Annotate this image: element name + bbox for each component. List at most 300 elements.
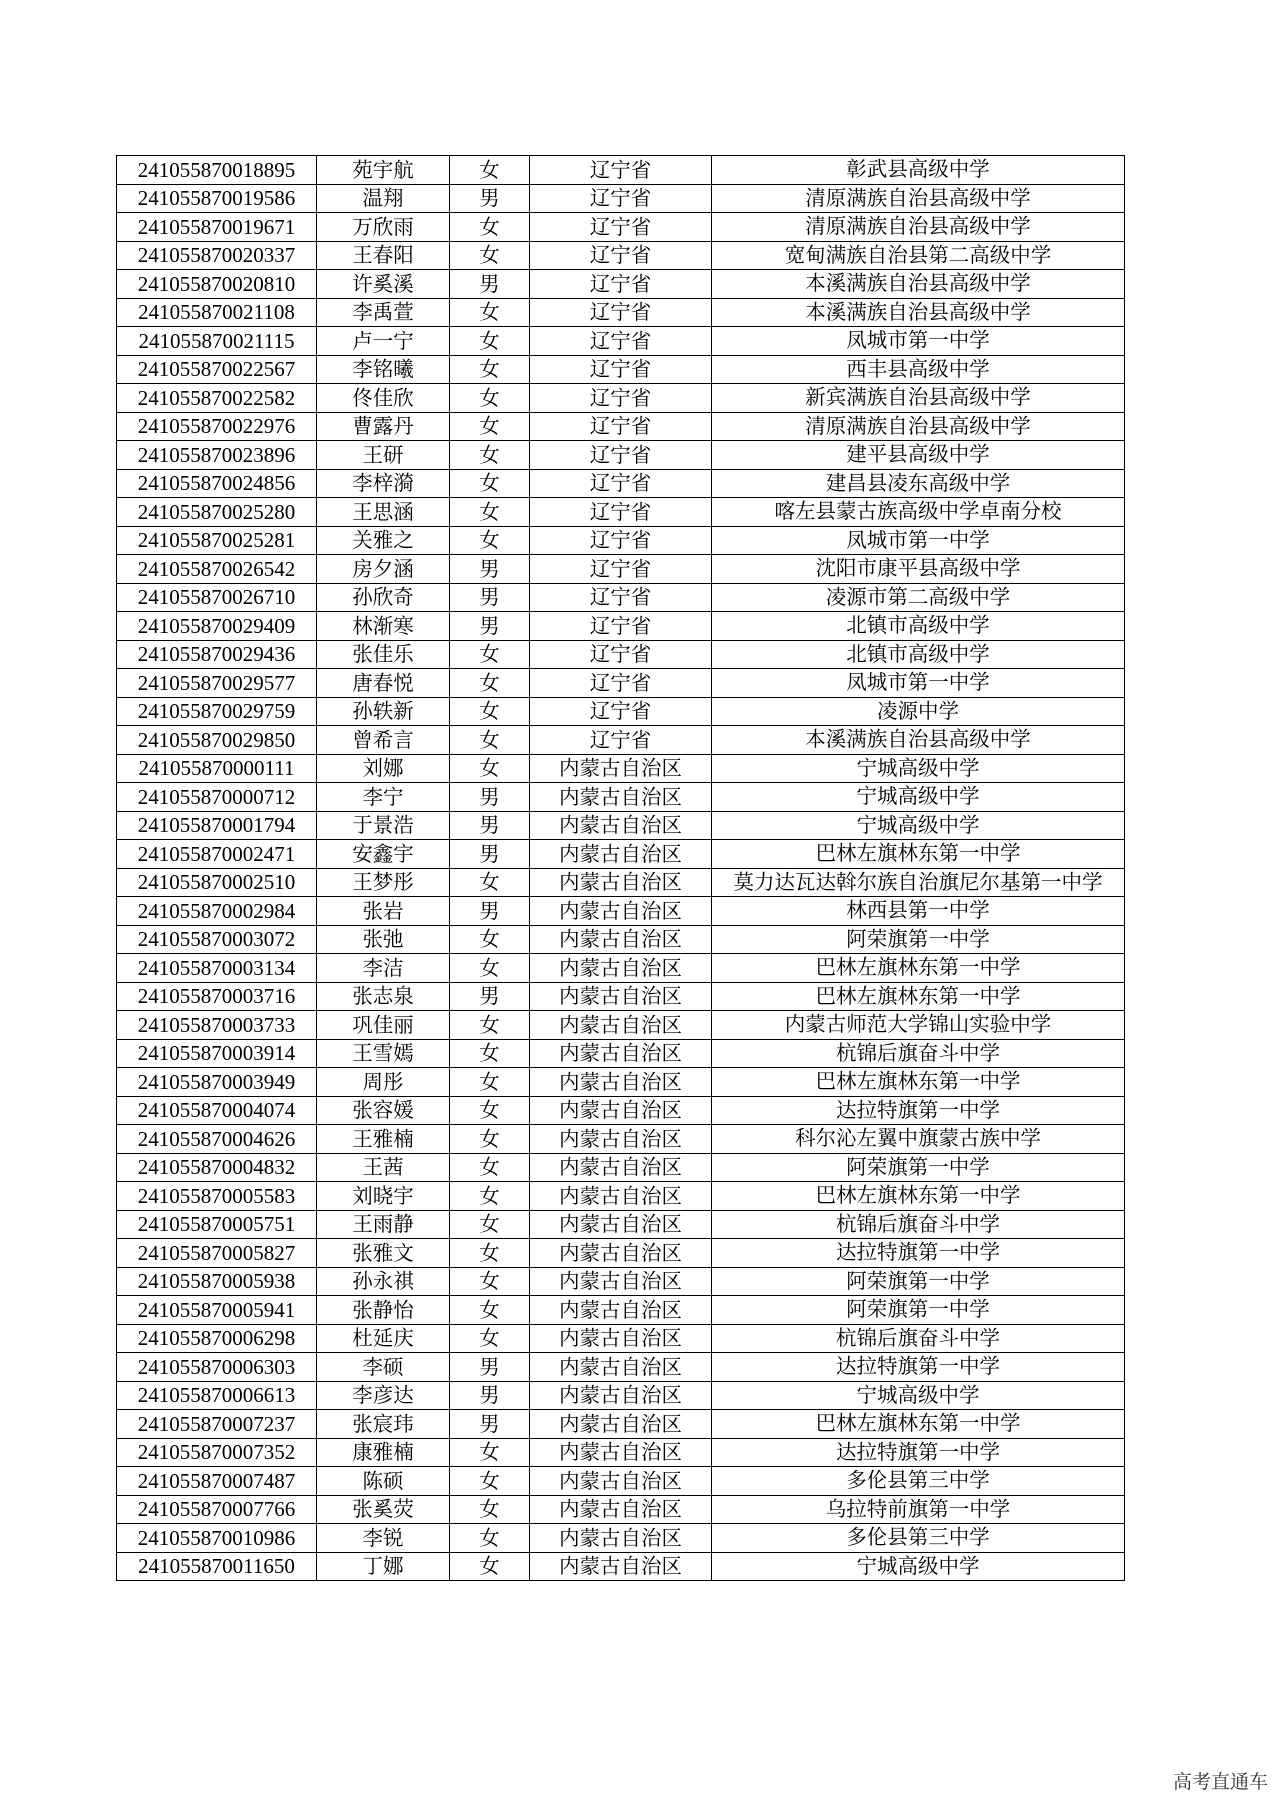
table-row (117, 669, 1125, 698)
name-cell: 李洁 (317, 954, 450, 983)
candidate-id-cell: 241055870006298 (117, 1324, 317, 1353)
name-cell: 孙永祺 (317, 1267, 450, 1296)
table-row (117, 612, 1125, 641)
school-cell: 杭锦后旗奋斗中学 (712, 1324, 1125, 1353)
province-cell: 内蒙古自治区 (530, 1267, 712, 1296)
province-cell: 内蒙古自治区 (530, 1096, 712, 1125)
name-cell: 温翔 (317, 184, 450, 213)
table-row (117, 1210, 1125, 1239)
table-row (117, 412, 1125, 441)
candidate-id-cell: 241055870019671 (117, 213, 317, 242)
candidate-id-cell: 241055870007237 (117, 1410, 317, 1439)
name-cell: 张岩 (317, 897, 450, 926)
school-cell: 清原满族自治县高级中学 (712, 412, 1125, 441)
table-row (117, 1324, 1125, 1353)
school-cell: 宁城高级中学 (712, 783, 1125, 812)
gender-cell: 女 (450, 726, 530, 755)
province-cell: 辽宁省 (530, 726, 712, 755)
province-cell: 内蒙古自治区 (530, 1011, 712, 1040)
school-cell: 北镇市高级中学 (712, 612, 1125, 641)
candidate-id-cell: 241055870005583 (117, 1182, 317, 1211)
school-cell: 巴林左旗林东第一中学 (712, 840, 1125, 869)
school-cell: 科尔沁左翼中旗蒙古族中学 (712, 1125, 1125, 1154)
candidate-id-cell: 241055870025281 (117, 526, 317, 555)
table-row (117, 1410, 1125, 1439)
candidate-id-cell: 241055870003949 (117, 1068, 317, 1097)
province-cell: 辽宁省 (530, 327, 712, 356)
name-cell: 张雅文 (317, 1239, 450, 1268)
gender-cell: 女 (450, 1011, 530, 1040)
name-cell: 康雅楠 (317, 1438, 450, 1467)
province-cell: 辽宁省 (530, 555, 712, 584)
candidate-id-cell: 241055870026542 (117, 555, 317, 584)
province-cell: 辽宁省 (530, 498, 712, 527)
table-row (117, 1438, 1125, 1467)
table-row (117, 697, 1125, 726)
candidate-id-cell: 241055870002510 (117, 868, 317, 897)
name-cell: 关雅之 (317, 526, 450, 555)
table-row (117, 1039, 1125, 1068)
candidate-id-cell: 241055870007352 (117, 1438, 317, 1467)
candidate-id-cell: 241055870026710 (117, 583, 317, 612)
name-cell: 李梓漪 (317, 469, 450, 498)
province-cell: 辽宁省 (530, 355, 712, 384)
gender-cell: 女 (450, 498, 530, 527)
table-row (117, 1267, 1125, 1296)
gender-cell: 男 (450, 840, 530, 869)
name-cell: 杜延庆 (317, 1324, 450, 1353)
province-cell: 内蒙古自治区 (530, 1125, 712, 1154)
table-row (117, 327, 1125, 356)
province-cell: 辽宁省 (530, 156, 712, 185)
school-cell: 林西县第一中学 (712, 897, 1125, 926)
province-cell: 内蒙古自治区 (530, 1467, 712, 1496)
gender-cell: 男 (450, 184, 530, 213)
school-cell: 达拉特旗第一中学 (712, 1438, 1125, 1467)
table-row (117, 1125, 1125, 1154)
candidate-id-cell: 241055870018895 (117, 156, 317, 185)
candidate-id-cell: 241055870021115 (117, 327, 317, 356)
province-cell: 辽宁省 (530, 669, 712, 698)
candidate-id-cell: 241055870005938 (117, 1267, 317, 1296)
table-row (117, 1381, 1125, 1410)
table-row (117, 897, 1125, 926)
table-row (117, 954, 1125, 983)
gender-cell: 男 (450, 270, 530, 299)
table-row (117, 298, 1125, 327)
name-cell: 李禹萱 (317, 298, 450, 327)
candidate-id-cell: 241055870000111 (117, 754, 317, 783)
gender-cell: 女 (450, 1125, 530, 1154)
table-row (117, 1495, 1125, 1524)
candidate-id-cell: 241055870025280 (117, 498, 317, 527)
name-cell: 周彤 (317, 1068, 450, 1097)
candidate-id-cell: 241055870004626 (117, 1125, 317, 1154)
school-cell: 多伦县第三中学 (712, 1524, 1125, 1553)
school-cell: 阿荣旗第一中学 (712, 925, 1125, 954)
province-cell: 内蒙古自治区 (530, 1381, 712, 1410)
name-cell: 巩佳丽 (317, 1011, 450, 1040)
province-cell: 内蒙古自治区 (530, 1239, 712, 1268)
school-cell: 巴林左旗林东第一中学 (712, 1068, 1125, 1097)
name-cell: 王雨静 (317, 1210, 450, 1239)
school-cell: 宁城高级中学 (712, 1552, 1125, 1581)
province-cell: 内蒙古自治区 (530, 1296, 712, 1325)
province-cell: 辽宁省 (530, 270, 712, 299)
gender-cell: 女 (450, 412, 530, 441)
gender-cell: 女 (450, 213, 530, 242)
school-cell: 乌拉特前旗第一中学 (712, 1495, 1125, 1524)
table-row (117, 384, 1125, 413)
candidate-id-cell: 241055870010986 (117, 1524, 317, 1553)
gender-cell: 男 (450, 811, 530, 840)
school-cell: 本溪满族自治县高级中学 (712, 270, 1125, 299)
school-cell: 喀左县蒙古族高级中学卓南分校 (712, 498, 1125, 527)
candidate-id-cell: 241055870021108 (117, 298, 317, 327)
province-cell: 内蒙古自治区 (530, 840, 712, 869)
gender-cell: 女 (450, 669, 530, 698)
table-row (117, 213, 1125, 242)
name-cell: 张弛 (317, 925, 450, 954)
gender-cell: 女 (450, 298, 530, 327)
candidate-id-cell: 241055870024856 (117, 469, 317, 498)
name-cell: 刘娜 (317, 754, 450, 783)
name-cell: 曹露丹 (317, 412, 450, 441)
candidate-id-cell: 241055870011650 (117, 1552, 317, 1581)
province-cell: 内蒙古自治区 (530, 1210, 712, 1239)
province-cell: 辽宁省 (530, 612, 712, 641)
school-cell: 清原满族自治县高级中学 (712, 184, 1125, 213)
table-row (117, 1239, 1125, 1268)
name-cell: 王梦彤 (317, 868, 450, 897)
province-cell: 内蒙古自治区 (530, 954, 712, 983)
name-cell: 房夕涵 (317, 555, 450, 584)
name-cell: 王茜 (317, 1153, 450, 1182)
province-cell: 辽宁省 (530, 583, 712, 612)
gender-cell: 女 (450, 355, 530, 384)
table-row (117, 583, 1125, 612)
table-row (117, 156, 1125, 185)
table-row (117, 726, 1125, 755)
gender-cell: 女 (450, 1324, 530, 1353)
table-row (117, 1524, 1125, 1553)
table-row (117, 868, 1125, 897)
gender-cell: 女 (450, 469, 530, 498)
name-cell: 王雪嫣 (317, 1039, 450, 1068)
name-cell: 苑宇航 (317, 156, 450, 185)
province-cell: 内蒙古自治区 (530, 1353, 712, 1382)
candidate-id-cell: 241055870002471 (117, 840, 317, 869)
school-cell: 西丰县高级中学 (712, 355, 1125, 384)
gender-cell: 女 (450, 156, 530, 185)
gender-cell: 男 (450, 555, 530, 584)
gender-cell: 女 (450, 754, 530, 783)
name-cell: 孙欣奇 (317, 583, 450, 612)
school-cell: 巴林左旗林东第一中学 (712, 982, 1125, 1011)
candidate-id-cell: 241055870006613 (117, 1381, 317, 1410)
gender-cell: 女 (450, 1524, 530, 1553)
province-cell: 内蒙古自治区 (530, 1153, 712, 1182)
candidate-id-cell: 241055870004832 (117, 1153, 317, 1182)
province-cell: 内蒙古自治区 (530, 1495, 712, 1524)
gender-cell: 女 (450, 327, 530, 356)
candidate-id-cell: 241055870020810 (117, 270, 317, 299)
table-row (117, 1353, 1125, 1382)
candidate-id-cell: 241055870003914 (117, 1039, 317, 1068)
name-cell: 王研 (317, 441, 450, 470)
name-cell: 丁娜 (317, 1552, 450, 1581)
gender-cell: 女 (450, 925, 530, 954)
table-row (117, 1552, 1125, 1581)
table-row (117, 1182, 1125, 1211)
school-cell: 宁城高级中学 (712, 754, 1125, 783)
province-cell: 内蒙古自治区 (530, 811, 712, 840)
roster-body (117, 156, 1125, 1581)
school-cell: 新宾满族自治县高级中学 (712, 384, 1125, 413)
name-cell: 陈硕 (317, 1467, 450, 1496)
gender-cell: 女 (450, 1182, 530, 1211)
gender-cell: 女 (450, 868, 530, 897)
candidate-id-cell: 241055870023896 (117, 441, 317, 470)
province-cell: 内蒙古自治区 (530, 868, 712, 897)
candidate-id-cell: 241055870022567 (117, 355, 317, 384)
province-cell: 内蒙古自治区 (530, 925, 712, 954)
candidate-id-cell: 241055870005827 (117, 1239, 317, 1268)
province-cell: 内蒙古自治区 (530, 1324, 712, 1353)
school-cell: 达拉特旗第一中学 (712, 1353, 1125, 1382)
school-cell: 巴林左旗林东第一中学 (712, 1182, 1125, 1211)
province-cell: 辽宁省 (530, 184, 712, 213)
school-cell: 凤城市第一中学 (712, 669, 1125, 698)
school-cell: 巴林左旗林东第一中学 (712, 1410, 1125, 1439)
school-cell: 清原满族自治县高级中学 (712, 213, 1125, 242)
school-cell: 巴林左旗林东第一中学 (712, 954, 1125, 983)
name-cell: 李铭曦 (317, 355, 450, 384)
table-row (117, 1296, 1125, 1325)
candidate-id-cell: 241055870007766 (117, 1495, 317, 1524)
gender-cell: 女 (450, 1039, 530, 1068)
table-row (117, 469, 1125, 498)
gender-cell: 男 (450, 612, 530, 641)
province-cell: 内蒙古自治区 (530, 783, 712, 812)
name-cell: 李彦达 (317, 1381, 450, 1410)
table-row (117, 640, 1125, 669)
province-cell: 辽宁省 (530, 241, 712, 270)
school-cell: 达拉特旗第一中学 (712, 1096, 1125, 1125)
province-cell: 辽宁省 (530, 697, 712, 726)
province-cell: 内蒙古自治区 (530, 1524, 712, 1553)
gender-cell: 女 (450, 1495, 530, 1524)
name-cell: 张志泉 (317, 982, 450, 1011)
gender-cell: 女 (450, 241, 530, 270)
school-cell: 内蒙古师范大学锦山实验中学 (712, 1011, 1125, 1040)
school-cell: 凤城市第一中学 (712, 526, 1125, 555)
table-row (117, 1068, 1125, 1097)
candidate-id-cell: 241055870004074 (117, 1096, 317, 1125)
school-cell: 北镇市高级中学 (712, 640, 1125, 669)
name-cell: 唐春悦 (317, 669, 450, 698)
candidate-id-cell: 241055870005941 (117, 1296, 317, 1325)
name-cell: 于景浩 (317, 811, 450, 840)
school-cell: 本溪满族自治县高级中学 (712, 298, 1125, 327)
school-cell: 阿荣旗第一中学 (712, 1296, 1125, 1325)
name-cell: 张佳乐 (317, 640, 450, 669)
school-cell: 凌源中学 (712, 697, 1125, 726)
gender-cell: 女 (450, 697, 530, 726)
province-cell: 辽宁省 (530, 526, 712, 555)
province-cell: 辽宁省 (530, 640, 712, 669)
school-cell: 宁城高级中学 (712, 1381, 1125, 1410)
province-cell: 辽宁省 (530, 384, 712, 413)
gender-cell: 男 (450, 982, 530, 1011)
gender-cell: 女 (450, 526, 530, 555)
candidate-id-cell: 241055870003733 (117, 1011, 317, 1040)
gender-cell: 女 (450, 1210, 530, 1239)
gender-cell: 女 (450, 1068, 530, 1097)
school-cell: 建昌县凌东高级中学 (712, 469, 1125, 498)
province-cell: 辽宁省 (530, 213, 712, 242)
table-row (117, 1467, 1125, 1496)
province-cell: 内蒙古自治区 (530, 1410, 712, 1439)
name-cell: 李宁 (317, 783, 450, 812)
gender-cell: 女 (450, 441, 530, 470)
province-cell: 内蒙古自治区 (530, 1438, 712, 1467)
school-cell: 凌源市第二高级中学 (712, 583, 1125, 612)
table-row (117, 241, 1125, 270)
province-cell: 辽宁省 (530, 298, 712, 327)
table-row (117, 840, 1125, 869)
candidate-id-cell: 241055870003072 (117, 925, 317, 954)
school-cell: 杭锦后旗奋斗中学 (712, 1210, 1125, 1239)
school-cell: 杭锦后旗奋斗中学 (712, 1039, 1125, 1068)
table-row (117, 925, 1125, 954)
name-cell: 王思涵 (317, 498, 450, 527)
name-cell: 张静怡 (317, 1296, 450, 1325)
gender-cell: 女 (450, 1153, 530, 1182)
candidate-id-cell: 241055870019586 (117, 184, 317, 213)
name-cell: 张宸玮 (317, 1410, 450, 1439)
name-cell: 许奚溪 (317, 270, 450, 299)
gender-cell: 女 (450, 1267, 530, 1296)
name-cell: 卢一宁 (317, 327, 450, 356)
name-cell: 曾希言 (317, 726, 450, 755)
province-cell: 内蒙古自治区 (530, 1552, 712, 1581)
name-cell: 王雅楠 (317, 1125, 450, 1154)
name-cell: 李锐 (317, 1524, 450, 1553)
school-cell: 莫力达瓦达斡尔族自治旗尼尔基第一中学 (712, 868, 1125, 897)
gender-cell: 男 (450, 583, 530, 612)
table-row (117, 1096, 1125, 1125)
gender-cell: 男 (450, 783, 530, 812)
candidate-id-cell: 241055870001794 (117, 811, 317, 840)
candidate-id-cell: 241055870022582 (117, 384, 317, 413)
table-row (117, 526, 1125, 555)
gender-cell: 男 (450, 1353, 530, 1382)
candidate-id-cell: 241055870029436 (117, 640, 317, 669)
table-row (117, 1011, 1125, 1040)
table-row (117, 184, 1125, 213)
school-cell: 沈阳市康平县高级中学 (712, 555, 1125, 584)
name-cell: 佟佳欣 (317, 384, 450, 413)
gender-cell: 女 (450, 640, 530, 669)
gender-cell: 男 (450, 897, 530, 926)
name-cell: 王春阳 (317, 241, 450, 270)
candidate-id-cell: 241055870003134 (117, 954, 317, 983)
gender-cell: 男 (450, 1410, 530, 1439)
school-cell: 多伦县第三中学 (712, 1467, 1125, 1496)
table-row (117, 441, 1125, 470)
candidate-id-cell: 241055870020337 (117, 241, 317, 270)
name-cell: 刘晓宇 (317, 1182, 450, 1211)
gender-cell: 女 (450, 954, 530, 983)
table-row (117, 754, 1125, 783)
gender-cell: 女 (450, 384, 530, 413)
table-row (117, 982, 1125, 1011)
name-cell: 张奚荧 (317, 1495, 450, 1524)
table-row (117, 1153, 1125, 1182)
candidate-id-cell: 241055870029409 (117, 612, 317, 641)
candidate-id-cell: 241055870005751 (117, 1210, 317, 1239)
gender-cell: 女 (450, 1467, 530, 1496)
candidate-id-cell: 241055870003716 (117, 982, 317, 1011)
school-cell: 凤城市第一中学 (712, 327, 1125, 356)
candidate-id-cell: 241055870000712 (117, 783, 317, 812)
name-cell: 安鑫宇 (317, 840, 450, 869)
table-row (117, 811, 1125, 840)
province-cell: 内蒙古自治区 (530, 754, 712, 783)
gender-cell: 女 (450, 1552, 530, 1581)
name-cell: 万欣雨 (317, 213, 450, 242)
school-cell: 宽甸满族自治县第二高级中学 (712, 241, 1125, 270)
gender-cell: 男 (450, 1381, 530, 1410)
province-cell: 辽宁省 (530, 441, 712, 470)
candidate-id-cell: 241055870029577 (117, 669, 317, 698)
school-cell: 建平县高级中学 (712, 441, 1125, 470)
table-row (117, 555, 1125, 584)
gender-cell: 女 (450, 1096, 530, 1125)
watermark-text: 高考直通车 (1172, 1771, 1268, 1793)
candidate-id-cell: 241055870007487 (117, 1467, 317, 1496)
candidate-id-cell: 241055870022976 (117, 412, 317, 441)
candidate-id-cell: 241055870029850 (117, 726, 317, 755)
roster-table (116, 155, 1125, 1581)
name-cell: 林渐寒 (317, 612, 450, 641)
table-row (117, 498, 1125, 527)
candidate-id-cell: 241055870029759 (117, 697, 317, 726)
school-cell: 阿荣旗第一中学 (712, 1267, 1125, 1296)
table-row (117, 270, 1125, 299)
gender-cell: 女 (450, 1296, 530, 1325)
table-row (117, 783, 1125, 812)
school-cell: 宁城高级中学 (712, 811, 1125, 840)
gender-cell: 女 (450, 1239, 530, 1268)
name-cell: 李硕 (317, 1353, 450, 1382)
school-cell: 彰武县高级中学 (712, 156, 1125, 185)
province-cell: 辽宁省 (530, 469, 712, 498)
province-cell: 辽宁省 (530, 412, 712, 441)
school-cell: 阿荣旗第一中学 (712, 1153, 1125, 1182)
province-cell: 内蒙古自治区 (530, 1068, 712, 1097)
candidate-id-cell: 241055870006303 (117, 1353, 317, 1382)
province-cell: 内蒙古自治区 (530, 982, 712, 1011)
gender-cell: 女 (450, 1438, 530, 1467)
province-cell: 内蒙古自治区 (530, 897, 712, 926)
name-cell: 张容媛 (317, 1096, 450, 1125)
province-cell: 内蒙古自治区 (530, 1182, 712, 1211)
school-cell: 本溪满族自治县高级中学 (712, 726, 1125, 755)
name-cell: 孙轶新 (317, 697, 450, 726)
province-cell: 内蒙古自治区 (530, 1039, 712, 1068)
